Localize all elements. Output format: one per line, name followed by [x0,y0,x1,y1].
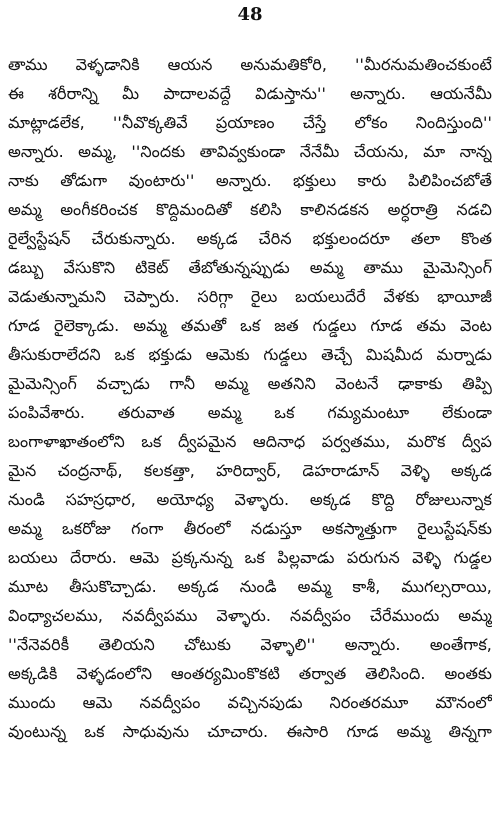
body-text [8,50,492,746]
text-line: తీసుకురాలేదని ఒక భక్తుడు ఆమెకు గుడ్డలు తెచ్చే మిషమీద మర్నాడు [8,345,492,364]
text-line: గూడ రైలెక్కాడు. అమ్మ తమతో ఒక జత గుడ్డలు గూడ తమ వెంట [8,316,492,335]
text-line: వెడుతున్నామని చెప్పారు. సరిగ్గా రైలు బయలుదేరే వేళకు భాయీజీ [8,287,492,306]
text-line: మూట తీసుకొచ్చాడు. అక్కడ నుండి అమ్మ కాశీ, ముగల్సరాయి, [8,577,492,596]
text-line: అన్నారు. అమ్మ, ''నిందకు తావివ్వకుండా నేనేమీ చేయను, మా నాన్న [8,142,492,161]
page-number: 48 [237,4,263,25]
text-line: రైల్వేస్టేషన్ చేరుకున్నారు. అక్కడ చేరిన భక్తులందరూ తలా కొంత [8,229,492,248]
text-line: నాకు తోడుగా వుంటారు'' అన్నారు. భక్తులు కారు పిలిపించబోతే [8,171,492,190]
text-line: ముందు ఆమె నవద్వీపం వచ్చినపుడు నిరంతరమూ మౌనంలో [8,693,492,712]
text-line: ఈ శరీరాన్ని మీ పాదాలవద్దే విడుస్తాను'' అన్నారు. ఆయనేమీ [8,84,492,103]
text-line: పంపివేశారు. తరువాత అమ్మ ఒక గమ్యమంటూ లేకుండా [8,403,492,422]
text-line: అక్కడికి వెళ్ళడంలోని ఆంతర్యమింకొకటి తర్వాత తెలిసింది. అంతకు [8,664,492,683]
text-line: బయలు దేరారు. ఆమె ప్రక్కనున్న ఒక పిల్లవాడు పరుగున వెళ్ళి గుడ్డల [8,548,492,567]
text-line: మాట్లాడలేక, ''నీవొక్కతివే ప్రయాణం చేస్తే లోకం నిందిస్తుంది'' [8,113,492,132]
text-line: అమ్మ అంగీకరించక కొద్దిమందితో కలిసి కాలినడకన అర్ధరాత్రి నడచి [8,200,492,219]
text-line: నుండి సహస్రధార, అయోధ్య వెళ్ళారు. అక్కడ కొద్ది రోజులున్నాక [8,490,492,509]
text-line: వింధ్యాచలము, నవద్వీపము వెళ్ళారు. నవద్వీపం చేరేముందు అమ్మ [8,606,492,625]
text-line: వుంటున్న ఒక సాధువును చూచారు. ఈసారి గూడ అమ్మ తిన్నగా [8,722,492,741]
text-line: తాము వెళ్ళడానికి ఆయన అనుమతికోరి, ''మీరనుమతించకుంటే [8,55,492,74]
text-line: ''నేనెవరికీ తెలియని చోటుకు వెళ్ళాలి'' అన్నారు. అంతేగాక, [8,635,492,654]
text-line: మైమెన్సింగ్ వచ్చాడు గానీ అమ్మ అతనిని వెంటనే ఢాకాకు తిప్పి [8,374,492,393]
text-line: బంగాళాఖాతంలోని ఒక ద్వీపమైన ఆదినాధ పర్వతము, మరొక ద్వీప [8,432,492,451]
text-line: డబ్బు వేసుకొని టికెట్ తేబోతున్నప్పుడు అమ్మ తాము మైమెన్సింగ్ [8,258,492,277]
text-line: మైన చంద్రనాథ్, కలకత్తా, హరిద్వార్, డెహరాడూన్ వెళ్ళి అక్కడ [8,461,492,480]
text-line: అమ్మ ఒకరోజు గంగా తీరంలో నడుస్తూ అకస్మాత్తుగా రైలుస్టేషన్‌కు [8,519,492,538]
